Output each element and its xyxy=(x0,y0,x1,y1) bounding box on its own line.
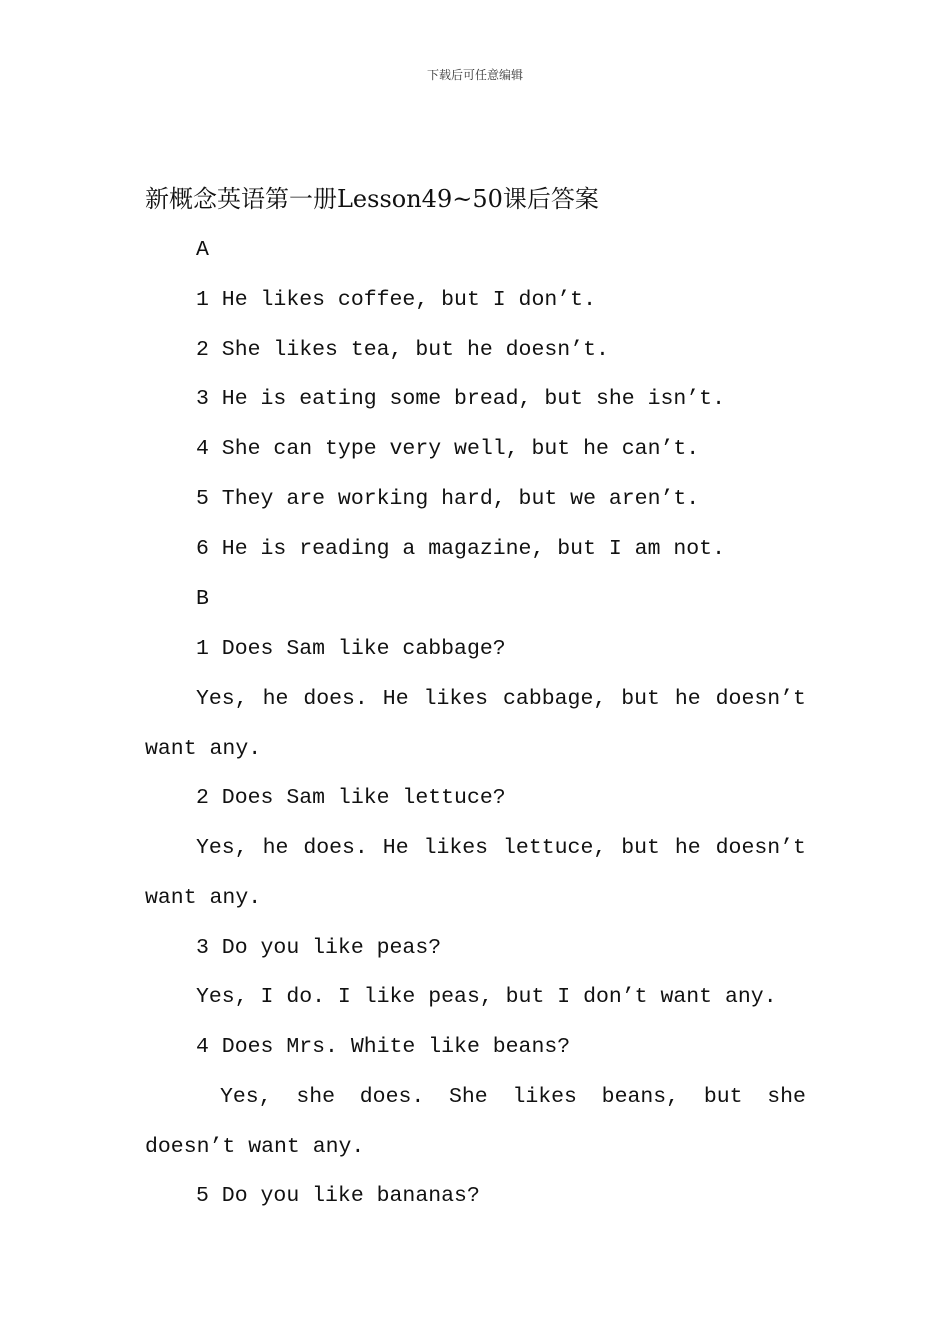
answer-b-2-continued: want any. xyxy=(145,886,262,910)
word: lettuce, xyxy=(503,836,607,860)
question-b-3: 3 Do you like peas? xyxy=(196,936,442,960)
word: he xyxy=(262,836,289,860)
answer-a-6: 6 He is reading a magazine, but I am not. xyxy=(196,537,725,561)
answer-b-1 xyxy=(196,684,806,714)
answer-a-4: 4 She can type very well, but he can’t. xyxy=(196,437,700,461)
answer-a-2: 2 She likes tea, but he doesn’t. xyxy=(196,338,609,362)
word: beans, xyxy=(601,1085,680,1109)
answer-b-4 xyxy=(220,1082,806,1112)
word: doesn’t xyxy=(715,687,806,711)
word: Yes, xyxy=(196,687,248,711)
word: He xyxy=(382,836,409,860)
question-b-4: 4 Does Mrs. White like beans? xyxy=(196,1035,571,1059)
word: he xyxy=(674,687,701,711)
question-b-1: 1 Does Sam like cabbage? xyxy=(196,637,506,661)
word: doesn’t xyxy=(715,836,806,860)
document-title: 新概念英语第一册Lesson49~50课后答案 xyxy=(145,185,599,213)
word: he xyxy=(674,836,701,860)
answer-a-3: 3 He is eating some bread, but she isn’t. xyxy=(196,387,725,411)
word: Yes, xyxy=(220,1085,272,1109)
word: but xyxy=(621,687,660,711)
answer-b-2 xyxy=(196,833,806,863)
word: He xyxy=(382,687,409,711)
answer-b-4-continued: doesn’t want any. xyxy=(145,1135,365,1159)
section-b-label: B xyxy=(196,587,209,611)
word: does. xyxy=(303,836,368,860)
answer-a-1: 1 He likes coffee, but I don’t. xyxy=(196,288,596,312)
question-b-5: 5 Do you like bananas? xyxy=(196,1184,480,1208)
answer-b-3: Yes, I do. I like peas, but I don’t want any. xyxy=(196,985,777,1009)
word: she xyxy=(296,1085,336,1109)
word: likes xyxy=(512,1085,577,1109)
section-a-label: A xyxy=(196,238,209,262)
word: Yes, xyxy=(196,836,248,860)
answer-b-1-continued: want any. xyxy=(145,737,262,761)
question-b-2: 2 Does Sam like lettuce? xyxy=(196,786,506,810)
word: likes xyxy=(423,687,489,711)
word: but xyxy=(621,836,660,860)
word: cabbage, xyxy=(503,687,607,711)
page-header: 下载后可任意编辑 xyxy=(426,68,523,82)
word: he xyxy=(262,687,289,711)
word: She xyxy=(449,1085,488,1109)
word: but xyxy=(703,1085,743,1109)
word: does. xyxy=(303,687,368,711)
answer-a-5: 5 They are working hard, but we aren’t. xyxy=(196,487,700,511)
word: likes xyxy=(423,836,489,860)
word: does. xyxy=(359,1085,425,1109)
word: she xyxy=(767,1085,806,1109)
